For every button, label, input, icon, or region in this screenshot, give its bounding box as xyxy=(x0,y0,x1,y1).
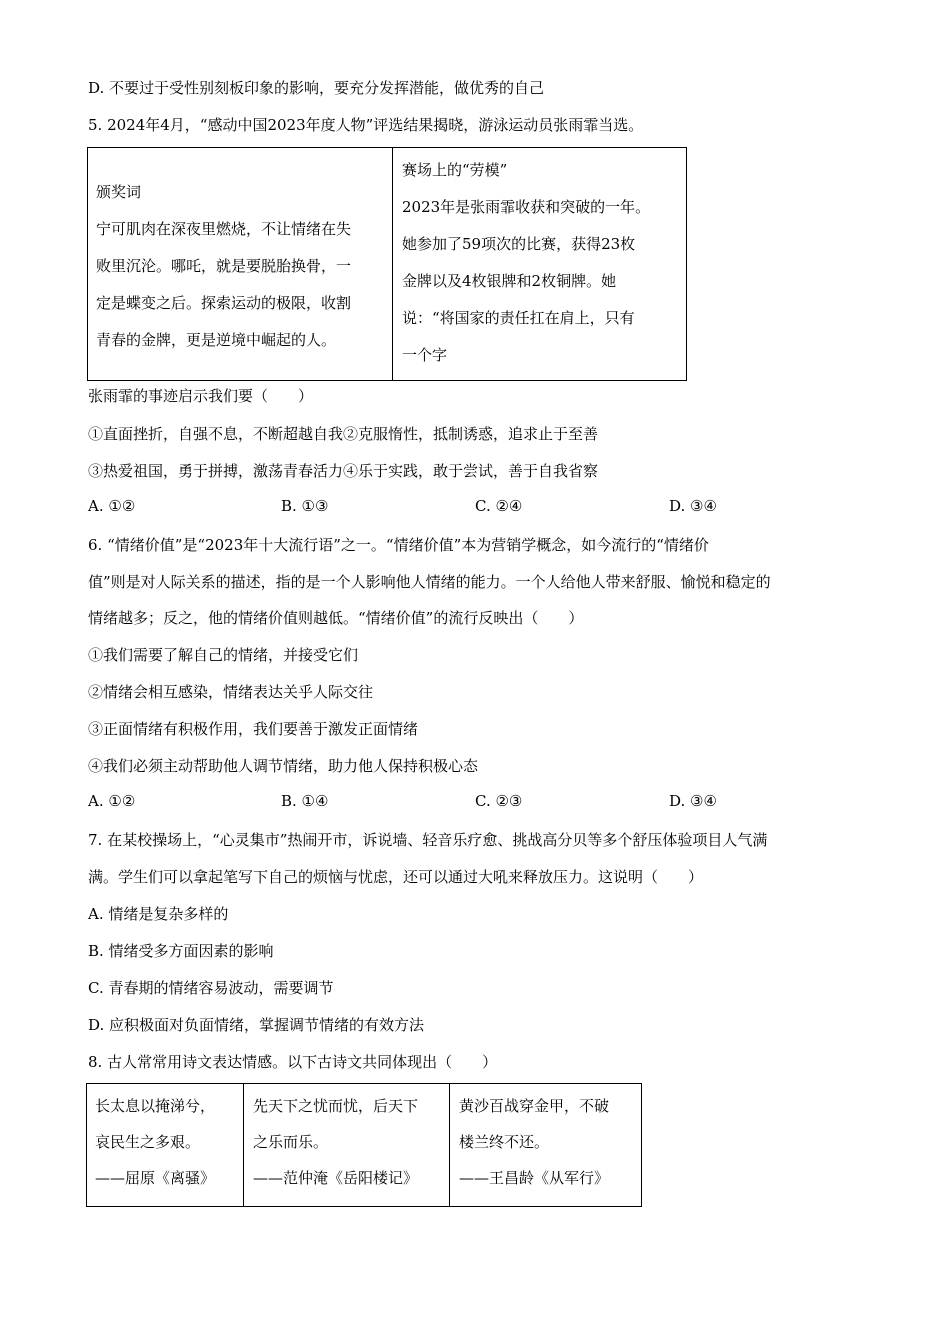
q8-table xyxy=(86,1083,642,1207)
q5-stem: 5. 2024年4月，“感动中国2023年度人物”评选结果揭晓，游泳运动员张雨霏当选。 xyxy=(88,116,644,134)
q8-poem-line: 之乐而乐。 xyxy=(253,1133,329,1151)
q5-right-line: 说：“将国家的责任扛在肩上，只有 xyxy=(402,309,635,327)
q8-poem-line: 楼兰终不还。 xyxy=(459,1133,550,1151)
q6-option-a[interactable]: A. ①② xyxy=(88,792,136,810)
q8-poem-source: ——范仲淹《岳阳楼记》 xyxy=(253,1169,419,1187)
q5-left-cell xyxy=(96,148,392,380)
q7-stem-line: 满。学生们可以拿起笔写下自己的烦恼与忧虑，还可以通过大吼来释放压力。这说明（ ） xyxy=(88,868,704,886)
q6-option-c[interactable]: C. ②③ xyxy=(475,792,523,810)
q5-option-d[interactable]: D. ③④ xyxy=(669,497,717,515)
q6-options xyxy=(88,791,868,811)
q8-cell-fanzhongyan xyxy=(253,1084,448,1206)
q6-stem-line: 6. “情绪价值”是“2023年十大流行语”之一。“情绪价值”本为营销学概念，如今流行的“情绪价 xyxy=(88,536,709,554)
q7-option-c[interactable]: C. 青春期的情绪容易波动，需要调节 xyxy=(88,979,334,997)
q6-statement: ②情绪会相互感染，情绪表达关乎人际交往 xyxy=(88,683,374,701)
q5-right-line: 一个字 xyxy=(402,346,448,364)
q5-right-line: 她参加了59项次的比赛，获得23枚 xyxy=(402,235,636,253)
q7-option-a[interactable]: A. 情绪是复杂多样的 xyxy=(88,905,229,923)
q5-right-line: 2023年是张雨霏收获和突破的一年。 xyxy=(402,198,651,216)
q5-left-line: 宁可肌肉在深夜里燃烧，不让情绪在失 xyxy=(96,220,352,238)
q6-statement: ①我们需要了解自己的情绪，并接受它们 xyxy=(88,646,359,664)
q8-poem-line: 长太息以掩涕兮， xyxy=(95,1097,216,1115)
q5-option-c[interactable]: C. ②④ xyxy=(475,497,523,515)
q8-poem-source: ——屈原《离骚》 xyxy=(95,1169,216,1187)
q8-poem-line: 黄沙百战穿金甲，不破 xyxy=(459,1097,610,1115)
q5-question: 张雨霏的事迹启示我们要（ ） xyxy=(88,387,314,405)
q8-cell-wangchangling xyxy=(459,1084,635,1206)
q7-option-d[interactable]: D. 应积极面对负面情绪，掌握调节情绪的有效方法 xyxy=(88,1016,425,1034)
q8-stem: 8. 古人常常用诗文表达情感。以下古诗文共同体现出（ ） xyxy=(88,1053,498,1071)
q7-option-b[interactable]: B. 情绪受多方面因素的影响 xyxy=(88,942,274,960)
q5-left-line: 颁奖词 xyxy=(96,183,142,201)
q8-table-divider xyxy=(449,1084,450,1206)
q5-statement: ③热爱祖国，勇于拼搏，激荡青春活力④乐于实践，敢于尝试，善于自我省察 xyxy=(88,462,599,480)
q5-left-line: 定是蝶变之后。探索运动的极限，收割 xyxy=(96,294,352,312)
q8-table-divider xyxy=(243,1084,244,1206)
q6-stem-line: 值”则是对人际关系的描述，指的是一个人影响他人情绪的能力。一个人给他人带来舒服、愉悦和稳定的 xyxy=(88,573,771,591)
q4-option-d: D. 不要过于受性别刻板印象的影响，要充分发挥潜能，做优秀的自己 xyxy=(88,79,545,97)
q5-table xyxy=(87,147,687,381)
q5-left-line: 败里沉沦。哪吒，就是要脱胎换骨，一 xyxy=(96,257,352,275)
q8-poem-line: 先天下之忧而忧，后天下 xyxy=(253,1097,419,1115)
q7-stem-line: 7. 在某校操场上，“心灵集市”热闹开市，诉说墙、轻音乐疗愈、挑战高分贝等多个舒压体验项目人气满 xyxy=(88,831,768,849)
q5-left-line: 青春的金牌，更是逆境中崛起的人。 xyxy=(96,331,337,349)
q6-statement: ④我们必须主动帮助他人调节情绪，助力他人保持积极心态 xyxy=(88,757,479,775)
q6-option-b[interactable]: B. ①④ xyxy=(281,792,329,810)
q5-option-a[interactable]: A. ①② xyxy=(88,497,136,515)
q5-right-cell xyxy=(402,148,682,380)
q6-statement: ③正面情绪有积极作用，我们要善于激发正面情绪 xyxy=(88,720,419,738)
q8-poem-line: 哀民生之多艰。 xyxy=(95,1133,201,1151)
q5-right-line: 金牌以及4枚银牌和2枚铜牌。她 xyxy=(402,272,617,290)
q5-table-divider xyxy=(392,148,393,380)
q5-option-b[interactable]: B. ①③ xyxy=(281,497,329,515)
q6-stem-line: 情绪越多；反之，他的情绪价值则越低。“情绪价值”的流行反映出（ ） xyxy=(88,609,584,627)
q8-cell-quyuan xyxy=(95,1084,241,1206)
q5-options xyxy=(88,496,868,516)
q5-statement: ①直面挫折，自强不息，不断超越自我②克服惰性，抵制诱惑，追求止于至善 xyxy=(88,425,599,443)
q5-right-line: 赛场上的“劳模” xyxy=(402,161,508,179)
q8-poem-source: ——王昌龄《从军行》 xyxy=(459,1169,610,1187)
q6-option-d[interactable]: D. ③④ xyxy=(669,792,717,810)
